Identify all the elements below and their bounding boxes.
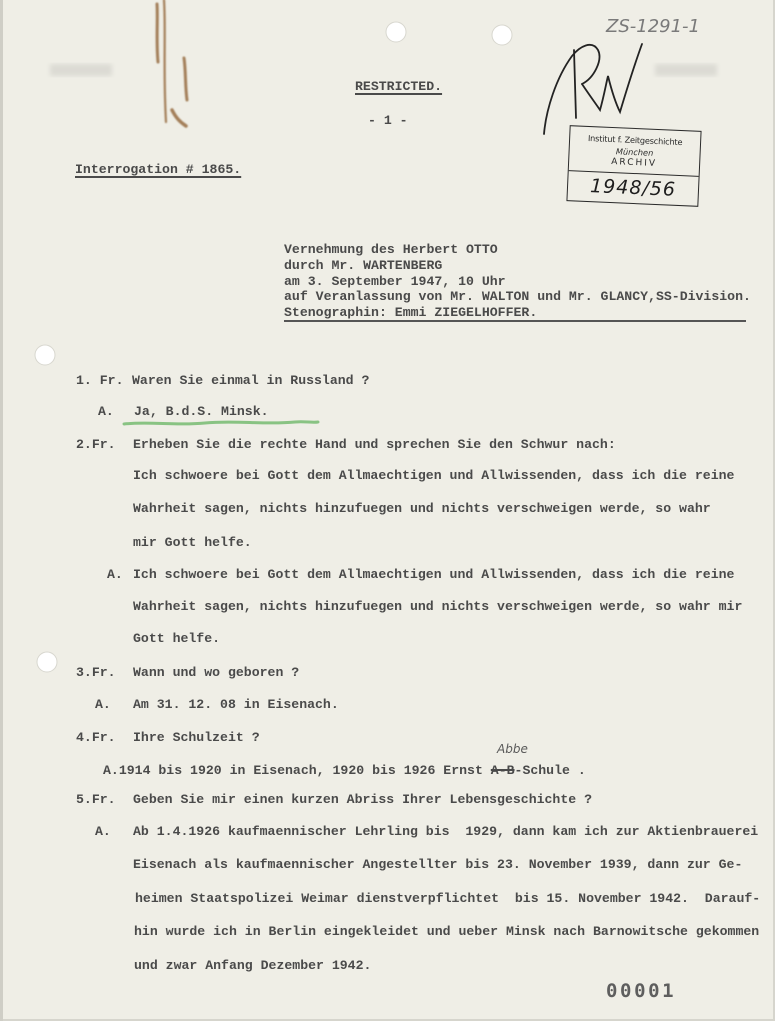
question-text: Wann und wo geboren ?	[133, 665, 300, 680]
handwritten-correction: Abbe	[497, 742, 528, 756]
question-text: Ich schwoere bei Gott dem Allmaechtigen und Allwissenden, dass ich die reine	[133, 468, 735, 483]
hole-punch	[386, 22, 406, 42]
struck-text: A-B	[490, 763, 515, 778]
answer-text: und zwar Anfang Dezember 1942.	[134, 958, 372, 973]
question-text: Wahrheit sagen, nichts hinzufuegen und nichts verschweigen werde, so wahr	[133, 501, 711, 516]
answer-label: A.	[107, 567, 123, 582]
page-number: - 1 -	[368, 113, 408, 128]
signature	[544, 44, 642, 134]
answer-line	[103, 763, 586, 779]
hole-punch	[37, 652, 57, 672]
intro-line: am 3. September 1947, 10 Uhr	[284, 274, 506, 289]
question-text: mir Gott helfe.	[133, 535, 252, 550]
classification-marking: RESTRICTED.	[355, 79, 443, 94]
answer-text: 1914 bis 1920 in Eisenach, 1920 bis 1926 Ernst	[118, 763, 491, 778]
stamped-page-counter: 00001	[606, 980, 677, 1002]
intro-underline	[284, 320, 746, 322]
answer-text: Eisenach als kaufmaennischer Angestellter bis 23. November 1939, dann zur Ge-	[133, 857, 743, 872]
question-label: 4.Fr.	[76, 730, 116, 745]
answer-label: A.	[103, 763, 119, 778]
answer-text: Ja, B.d.S. Minsk.	[134, 404, 269, 419]
question-label: 5.Fr.	[76, 792, 116, 807]
answer-text: Gott helfe.	[133, 631, 221, 646]
answer-text: Wahrheit sagen, nichts hinzufuegen und nichts verschweigen werde, so wahr mir	[133, 599, 743, 614]
question-text: Waren Sie einmal in Russland ?	[132, 373, 370, 388]
hole-punch	[492, 25, 512, 45]
answer-text: Ab 1.4.1926 kaufmaennischer Lehrling bis 1929, dann kam ich zur Aktienbrauerei	[133, 824, 759, 839]
answer-text: Ich schwoere bei Gott dem Allmaechtigen und Allwissenden, dass ich die reine	[133, 567, 735, 582]
question-label: 2.Fr.	[76, 437, 116, 452]
question-text: Erheben Sie die rechte Hand und sprechen Sie den Schwur nach:	[133, 437, 616, 452]
question-label: 1. Fr.	[76, 373, 124, 388]
answer-label: A.	[95, 697, 111, 712]
green-marker-underline	[124, 422, 318, 424]
question-text: Geben Sie mir einen kurzen Abriss Ihrer Lebensgeschichte ?	[133, 792, 592, 807]
intro-line: Vernehmung des Herbert OTTO	[284, 242, 498, 257]
stamp-number: 1948/56	[589, 175, 677, 201]
question-text: Ihre Schulzeit ?	[133, 730, 260, 745]
hole-punch	[35, 345, 55, 365]
answer-text: hin wurde ich in Berlin eingekleidet und ueber Minsk nach Barnowitsche gekommen	[134, 924, 760, 939]
bleed-through-marks	[50, 64, 717, 76]
intro-line: auf Veranlassung von Mr. WALTON und Mr. GLANCY,SS-Division.	[284, 289, 751, 304]
answer-label: A.	[98, 404, 114, 419]
rust-stain	[157, 0, 187, 126]
stamp-institution: Institut f. Zeitgeschichte	[587, 132, 683, 148]
intro-line: Stenographin: Emmi ZIEGELHOFFER.	[284, 305, 538, 320]
answer-text: Am 31. 12. 08 in Eisenach.	[133, 697, 339, 712]
interrogation-number: Interrogation # 1865.	[75, 162, 242, 177]
archive-stamp	[566, 125, 701, 207]
intro-line: durch Mr. WARTENBERG	[284, 258, 443, 273]
archive-reference: ZS-1291-1	[606, 16, 701, 37]
answer-label: A.	[95, 824, 111, 839]
question-label: 3.Fr.	[76, 665, 116, 680]
answer-text: -Schule .	[514, 763, 586, 778]
answer-text: heimen Staatspolizei Weimar dienstverpflichtet bis 15. November 1942. Darauf-	[135, 891, 761, 906]
stamp-city: München	[615, 146, 654, 158]
stamp-department: ARCHIV	[611, 157, 658, 169]
